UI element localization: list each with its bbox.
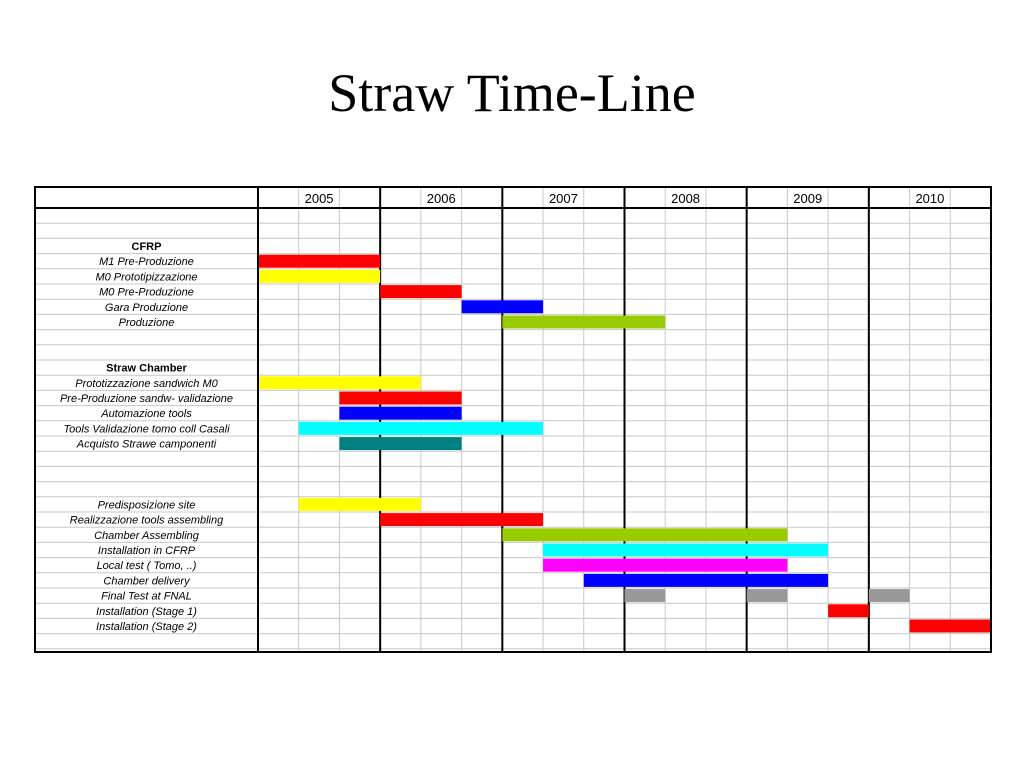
- task-label: Chamber Assembling: [94, 529, 199, 542]
- gantt-bar: [869, 589, 910, 602]
- task-label: Pre-Produzione sandw- validazione: [59, 393, 234, 405]
- task-label: Chamber delivery: [103, 575, 190, 588]
- task-label: Local test ( Tomo, ..): [96, 560, 197, 573]
- task-label: Realizzazione tools assembling: [69, 514, 224, 527]
- gantt-bar: [502, 316, 665, 329]
- task-label: Predisposizione site: [97, 499, 196, 512]
- year-label: 2010: [915, 191, 945, 206]
- task-label: Installation (Stage 2): [96, 621, 197, 633]
- gantt-bar: [380, 285, 461, 298]
- section-header: CFRP: [131, 241, 162, 253]
- gantt-bar: [828, 604, 869, 617]
- year-label: 2006: [426, 191, 456, 206]
- gantt-bar: [543, 559, 787, 572]
- gantt-bar: [339, 437, 461, 450]
- task-label: Installation in CFRP: [97, 545, 196, 557]
- task-label: Acquisto Strawe camponenti: [76, 438, 217, 451]
- gantt-bar: [543, 544, 828, 557]
- year-label: 2009: [793, 191, 823, 206]
- gantt-bar: [502, 528, 787, 541]
- section-header: Straw Chamber: [106, 362, 187, 375]
- task-label: Prototizzazione sandwich M0: [75, 377, 218, 390]
- page-title: Straw Time-Line: [328, 63, 696, 123]
- year-label: 2007: [548, 191, 578, 206]
- year-label: 2008: [671, 191, 701, 206]
- task-label: M1 Pre-Produzione: [99, 256, 194, 269]
- gantt-bar: [339, 407, 461, 420]
- gantt-bar: [258, 376, 421, 389]
- gantt-bar: [339, 392, 461, 405]
- gantt-bar: [584, 574, 828, 587]
- task-label: Gara Produzione: [104, 301, 189, 314]
- gantt-bar: [462, 300, 543, 313]
- task-label: M0 Pre-Produzione: [99, 286, 194, 299]
- gantt-bar: [380, 513, 543, 526]
- gantt-bar: [258, 270, 380, 283]
- gantt-bar: [258, 255, 380, 268]
- gantt-bar: [299, 422, 543, 435]
- task-label: Installation (Stage 1): [96, 605, 197, 618]
- year-label: 2005: [304, 191, 334, 206]
- task-label: Produzione: [118, 317, 175, 329]
- task-label: Automazione tools: [101, 408, 192, 421]
- gantt-bar: [299, 498, 421, 511]
- task-label: Tools Validazione tomo coll Casali: [63, 423, 230, 436]
- gantt-bar: [747, 589, 788, 602]
- gantt-bar: [910, 620, 991, 633]
- gantt-bar: [625, 589, 666, 602]
- task-label: M0 Prototipizzazione: [95, 271, 198, 284]
- task-label: Final Test at FNAL: [101, 590, 192, 603]
